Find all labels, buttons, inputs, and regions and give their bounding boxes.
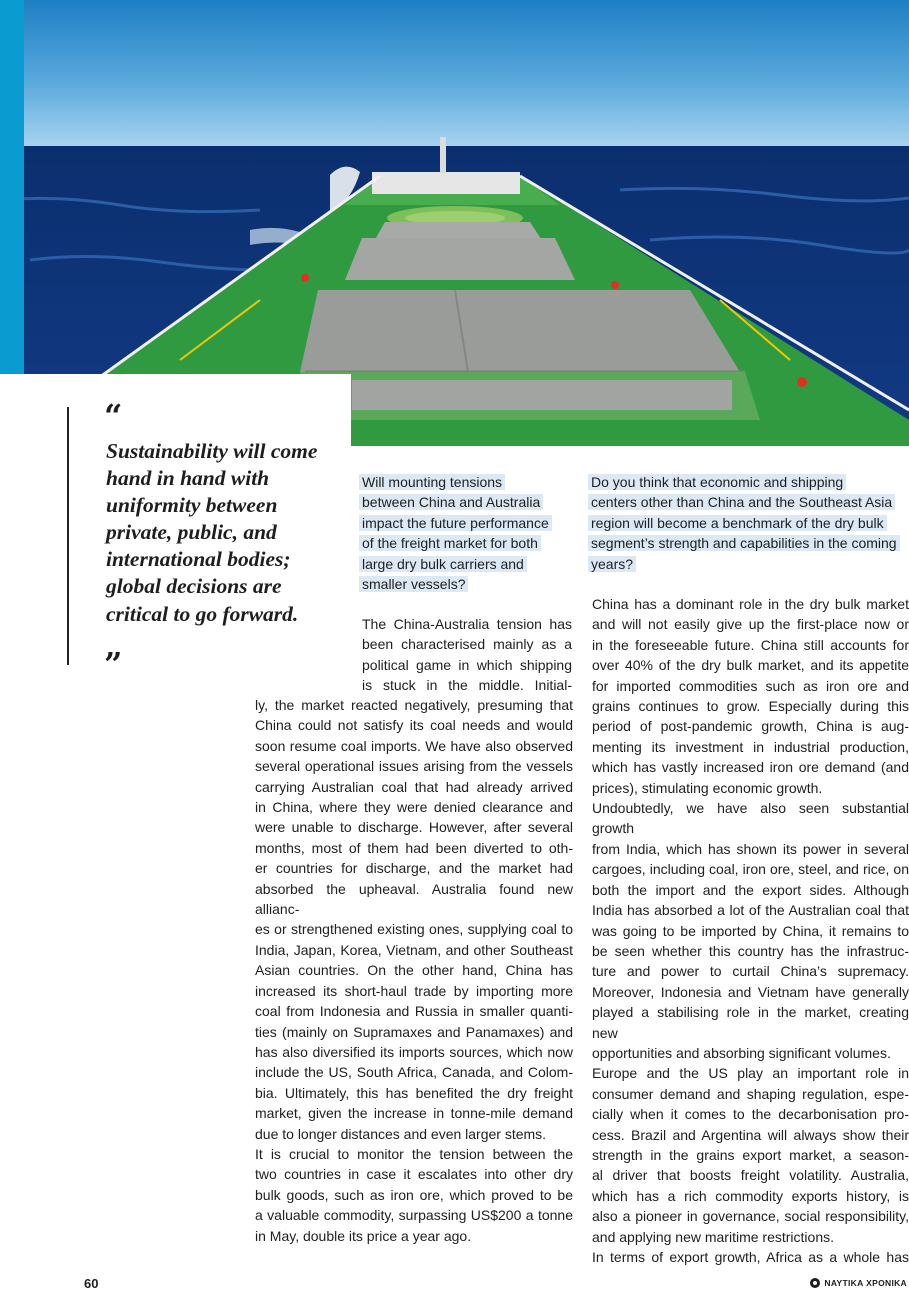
body-line: over 40% of the dry bulk market, and its appetite <box>592 657 909 674</box>
pull-quote-line: private, public, and <box>106 520 277 545</box>
body-line: and applying new maritime restrictions. <box>592 1228 834 1245</box>
body-line: prices), stimulating economic growth. <box>592 779 823 796</box>
quote-rule <box>67 407 69 665</box>
answer-1-body <box>255 695 573 1246</box>
body-line: for imported commodities such as iron ore and <box>592 677 909 694</box>
body-line: include the US, South Africa, Canada, and Colom- <box>255 1064 573 1081</box>
body-line: ture and power to curtail China’s supremacy. <box>592 963 909 980</box>
body-line: from India, which has shown its power in several <box>592 840 909 857</box>
pull-quote-line: international bodies; <box>106 547 291 572</box>
question-line: segment’s strength and capabilities in the coming <box>588 535 900 551</box>
body-line: which has a rich commodity exports history, is <box>592 1187 909 1204</box>
body-line: Europe and the US play an important role in <box>592 1065 909 1082</box>
body-line: ly, the market reacted negatively, presuming that <box>255 697 573 713</box>
answer-2-body <box>592 594 909 1267</box>
body-line: absorbed the upheaval. Australia found new allianc- <box>255 880 573 918</box>
body-line: opportunities and absorbing significant volumes. <box>592 1044 891 1061</box>
question-line: centers other than China and the Southeast Asia <box>588 494 895 510</box>
body-line: market, given the increase in tonne-mile demand <box>255 1105 573 1122</box>
body-line: China could not satisfy its coal needs and would <box>255 717 573 734</box>
pull-quote-line: global decisions are <box>106 574 282 599</box>
body-line: coal from Indonesia and Russia in smaller quanti- <box>255 1003 573 1020</box>
body-line: in China, where they were denied clearance and <box>255 799 573 816</box>
body-line: due to longer distances and even larger stems. <box>255 1125 547 1142</box>
body-line: It is crucial to monitor the tension between the <box>255 1145 573 1162</box>
question-line: region will become a benchmark of the dry bulk <box>588 515 887 531</box>
body-line: cargoes, including coal, iron ore, steel, and rice, on <box>592 861 909 878</box>
body-line: soon resume coal imports. We have also observed <box>255 737 573 754</box>
body-line: carrying Australian coal that had already arrived <box>255 778 573 795</box>
body-line: bulk goods, such as iron ore, which proved to be <box>255 1186 573 1203</box>
question-line: of the freight market for both <box>359 535 541 551</box>
answer-1-intro <box>362 614 572 696</box>
body-line: increased its short-haul trade by importing more <box>255 982 573 999</box>
body-line: months, most of them had been diverted to oth- <box>255 839 573 856</box>
body-line: also a pioneer in governance, social responsibility, <box>592 1208 909 1225</box>
question-line: large dry bulk carriers and <box>359 556 527 572</box>
body-line: several operational issues arising from the vessels <box>255 758 573 775</box>
magazine-logo-icon <box>810 1278 820 1288</box>
question-line: between China and Australia <box>359 494 543 510</box>
body-line: been characterised mainly as a <box>362 636 572 653</box>
body-line: India, Japan, Korea, Vietnam, and other Southeast <box>255 941 573 958</box>
magazine-name: ΝΑΥΤΙΚΑ ΧΡΟΝΙΚΑ <box>824 1278 907 1288</box>
pull-quote-line: Sustainability will come <box>106 439 318 463</box>
body-line: grains continues to grow. Especially during this <box>592 698 909 715</box>
body-line: es or strengthened existing ones, supplying coal to <box>255 921 573 938</box>
body-line: two countries in case it escalates into other dry <box>255 1166 573 1183</box>
body-line: In terms of export growth, Africa as a whole has <box>592 1249 909 1265</box>
magazine-brand <box>810 1278 909 1288</box>
body-line: ties (mainly on Supramaxes and Panamaxes) and <box>255 1023 573 1040</box>
question-line: Will mounting tensions <box>359 474 505 490</box>
question-line: years? <box>588 556 636 572</box>
body-line: in May, double its price a year ago. <box>255 1227 472 1244</box>
body-line: bia. Ultimately, this has benefited the dry freight <box>255 1084 573 1101</box>
pull-quote-line: uniformity between <box>106 493 278 518</box>
question-line: smaller vessels? <box>359 576 468 592</box>
body-line: strength in the grains export market, a season- <box>592 1146 909 1163</box>
interview-question-2 <box>588 472 909 574</box>
close-quote-mark: ” <box>104 645 123 683</box>
open-quote-mark: “ <box>104 397 123 435</box>
body-line: in the foreseeable future. China still accounts for <box>592 636 909 653</box>
body-line: consumer demand and shaping regulation, espe- <box>592 1085 909 1102</box>
pull-quote-line: hand in hand with <box>106 466 270 491</box>
photo-cutout <box>0 374 351 446</box>
body-line: a valuable commodity, surpassing US$200 a tonne <box>255 1207 573 1224</box>
body-line: were unable to discharge. However, after several <box>255 819 573 836</box>
pull-quote-line: critical to go forward. <box>106 601 299 626</box>
body-line: political game in which shipping <box>362 656 572 673</box>
body-line: Asian countries. On the other hand, China has <box>255 962 573 979</box>
body-line: has also diversified its imports sources, which now <box>255 1043 573 1060</box>
body-line: was going to be imported by China, it remains to <box>592 922 909 939</box>
body-line: er countries for discharge, and the market had <box>255 860 573 877</box>
body-line: cess. Brazil and Argentina will always show their <box>592 1126 909 1143</box>
pull-quote <box>106 438 341 628</box>
body-line: which has vastly increased iron ore demand (and <box>592 759 909 776</box>
body-line: The China-Australia tension has <box>362 616 572 632</box>
body-line: cially when it comes to the decarbonisation pro- <box>592 1106 909 1123</box>
body-line: Undoubtedly, we have also seen substantial growth <box>592 800 909 837</box>
body-line: period of post-pandemic growth, China is aug- <box>592 718 909 735</box>
page-number: 60 <box>84 1276 99 1291</box>
body-line: menting its investment in industrial production, <box>592 738 909 755</box>
body-line: India has absorbed a lot of the Australian coal that <box>592 902 909 919</box>
interview-question-1 <box>359 472 574 594</box>
body-line: China has a dominant role in the dry bulk market <box>592 596 909 612</box>
question-line: impact the future performance <box>359 515 552 531</box>
body-line: both the import and the export sides. Although <box>592 881 909 898</box>
question-line: Do you think that economic and shipping <box>588 474 846 490</box>
body-line: and will not easily give up the first-place now or <box>592 616 909 633</box>
body-line: Moreover, Indonesia and Vietnam have generally <box>592 983 909 1000</box>
body-line: played a stabilising role in the market, creating new <box>592 1004 909 1041</box>
body-line: be seen whether this country has the infrastruc- <box>592 942 909 959</box>
body-line: is stuck in the middle. Initial- <box>362 677 572 694</box>
body-line: al driver that boosts freight volatility. Australia, <box>592 1167 909 1184</box>
accent-bar <box>0 0 24 374</box>
